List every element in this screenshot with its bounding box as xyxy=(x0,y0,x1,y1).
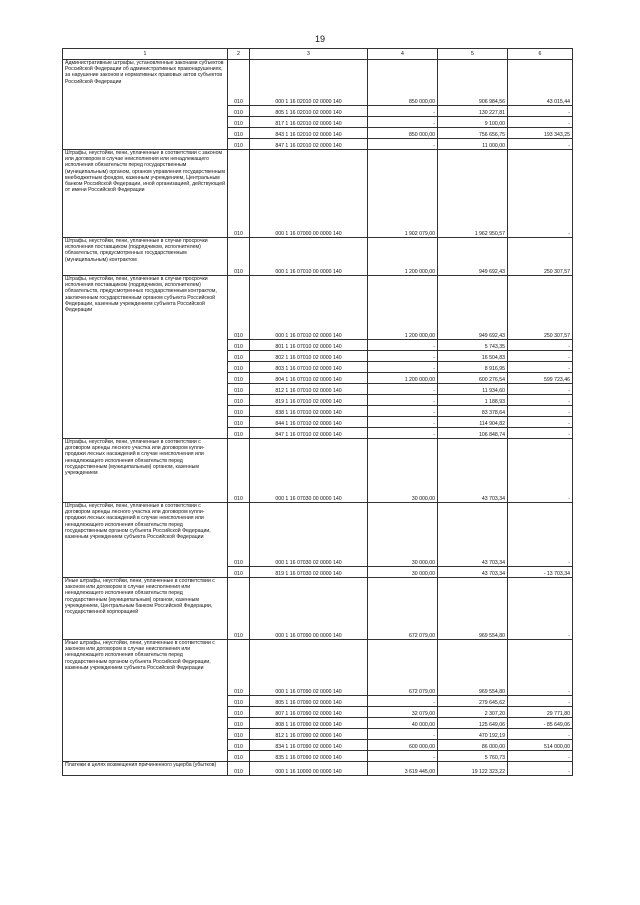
row-unexecuted-amount: - xyxy=(508,340,573,351)
row-classification-code: 000 1 16 02010 02 0000 140 xyxy=(250,60,368,106)
header-cell-3: 3 xyxy=(250,49,368,60)
row-executed-amount: 470 192,19 xyxy=(438,729,508,740)
row-unexecuted-amount: - xyxy=(508,395,573,406)
row-executed-amount: 949 692,43 xyxy=(438,238,508,276)
row-executed-amount: 106 848,74 xyxy=(438,428,508,439)
row-approved-amount: 1 200 000,00 xyxy=(368,276,438,340)
row-description: Штрафы, неустойки, пени, уплаченные в случае просрочки исполнения поставщиком (подрядчиком, исполнителем) обязательств, предусмотренных государственным контрактом, заключенным государственным органом субъекта Российской Федерации, казенным учреждением субъекта Российской Федерации xyxy=(63,276,228,439)
row-unexecuted-amount: - 85 649,06 xyxy=(508,718,573,729)
row-approved-amount: - xyxy=(368,751,438,762)
header-cell-6: 6 xyxy=(508,49,573,60)
row-approved-amount: 30 000,00 xyxy=(368,567,438,578)
table-row xyxy=(63,238,573,276)
row-line-code: 010 xyxy=(228,362,250,373)
row-classification-code: 817 1 16 02010 02 0000 140 xyxy=(250,117,368,128)
row-classification-code: 835 1 16 07090 02 0000 140 xyxy=(250,751,368,762)
row-description: Платежи в целях возмещения причиненного ущерба (убытков) xyxy=(63,762,228,776)
row-unexecuted-amount: - xyxy=(508,729,573,740)
row-line-code: 010 xyxy=(228,718,250,729)
header-cell-4: 4 xyxy=(368,49,438,60)
row-unexecuted-amount: - xyxy=(508,417,573,428)
row-executed-amount: 43 703,34 xyxy=(438,567,508,578)
row-executed-amount: 43 703,34 xyxy=(438,439,508,503)
row-unexecuted-amount: 193 343,25 xyxy=(508,128,573,139)
row-classification-code: 805 1 16 02010 02 0000 140 xyxy=(250,106,368,117)
row-executed-amount: 86 000,00 xyxy=(438,740,508,751)
row-unexecuted-amount: - xyxy=(508,428,573,439)
row-approved-amount: 30 000,00 xyxy=(368,503,438,567)
row-approved-amount: - xyxy=(368,340,438,351)
row-approved-amount: - xyxy=(368,384,438,395)
header-row xyxy=(63,49,573,60)
row-executed-amount: 130 227,81 xyxy=(438,106,508,117)
row-executed-amount: 16 504,83 xyxy=(438,351,508,362)
row-line-code: 010 xyxy=(228,503,250,567)
row-approved-amount: 32 079,00 xyxy=(368,707,438,718)
row-executed-amount: 8 916,95 xyxy=(438,362,508,373)
row-classification-code: 808 1 16 07090 02 0000 140 xyxy=(250,718,368,729)
row-classification-code: 847 1 16 07010 02 0000 140 xyxy=(250,428,368,439)
row-executed-amount: 11 000,00 xyxy=(438,139,508,150)
row-executed-amount: 125 649,06 xyxy=(438,718,508,729)
row-unexecuted-amount: - xyxy=(508,503,573,567)
table-row xyxy=(63,60,573,106)
row-approved-amount: 672 079,00 xyxy=(368,578,438,640)
row-approved-amount: - xyxy=(368,139,438,150)
row-unexecuted-amount: 250 307,57 xyxy=(508,276,573,340)
row-unexecuted-amount: 514 000,00 xyxy=(508,740,573,751)
row-classification-code: 812 1 16 07090 02 0000 140 xyxy=(250,729,368,740)
row-approved-amount: - xyxy=(368,362,438,373)
row-line-code: 010 xyxy=(228,340,250,351)
row-description: Штрафы, неустойки, пени, уплаченные в соответствии с законом или договором в случае неисполнения или ненадлежащего исполнения обязательств перед государственным (муниципальным) органом, органом управления государственным внебюджетным фондом, казенным учреждением, Центральным банком Российской Федерации, иной организацией, действующей от имени Российской Федерации xyxy=(63,150,228,238)
row-classification-code: 847 1 16 02010 02 0000 140 xyxy=(250,139,368,150)
row-description: Административные штрафы, установленные законами субъектов Российской Федерации об административных правонарушениях, за нарушение законов и нормативных правовых актов субъектов Российской Федерации xyxy=(63,60,228,150)
table-row xyxy=(63,503,573,567)
row-executed-amount: 2 307,20 xyxy=(438,707,508,718)
row-classification-code: 000 1 16 07010 02 0000 140 xyxy=(250,276,368,340)
row-line-code: 010 xyxy=(228,640,250,696)
row-unexecuted-amount: - xyxy=(508,640,573,696)
page-number: 19 xyxy=(314,34,325,44)
row-executed-amount: 19 122 323,22 xyxy=(438,762,508,776)
row-approved-amount: 1 902 079,00 xyxy=(368,150,438,238)
row-classification-code: 000 1 16 07030 00 0000 140 xyxy=(250,439,368,503)
row-approved-amount: 40 000,00 xyxy=(368,718,438,729)
row-line-code: 010 xyxy=(228,373,250,384)
row-unexecuted-amount: - 13 703,34 xyxy=(508,567,573,578)
row-classification-code: 000 1 16 10000 00 0000 140 xyxy=(250,762,368,776)
row-approved-amount: 30 000,00 xyxy=(368,439,438,503)
row-executed-amount: 949 692,43 xyxy=(438,276,508,340)
row-classification-code: 843 1 16 02010 02 0000 140 xyxy=(250,128,368,139)
row-classification-code: 000 1 16 07090 02 0000 140 xyxy=(250,640,368,696)
row-line-code: 010 xyxy=(228,150,250,238)
row-line-code: 010 xyxy=(228,139,250,150)
row-line-code: 010 xyxy=(228,762,250,776)
row-executed-amount: 9 100,00 xyxy=(438,117,508,128)
header-cell-2: 2 xyxy=(228,49,250,60)
row-classification-code: 844 1 16 07010 02 0000 140 xyxy=(250,417,368,428)
row-classification-code: 805 1 16 07090 02 0000 140 xyxy=(250,696,368,707)
row-description: Штрафы, неустойки, пени, уплаченные в случае просрочки исполнения поставщиком (подрядчиком, исполнителем) обязательств, предусмотренных государственным (муниципальным) контрактом xyxy=(63,238,228,276)
row-line-code: 010 xyxy=(228,238,250,276)
row-unexecuted-amount: 29 771,80 xyxy=(508,707,573,718)
table-row xyxy=(63,762,573,776)
row-description: Иные штрафы, неустойки, пени, уплаченные в соответствии с законом или договором в случае неисполнения или ненадлежащего исполнения обязательств перед государственным органом субъекта Российской Федерации, казенным учреждением субъекта Российской Федерации xyxy=(63,640,228,762)
row-unexecuted-amount: - xyxy=(508,696,573,707)
row-approved-amount: - xyxy=(368,395,438,406)
row-executed-amount: 43 703,34 xyxy=(438,503,508,567)
row-line-code: 010 xyxy=(228,439,250,503)
row-unexecuted-amount: - xyxy=(508,106,573,117)
report-table xyxy=(62,48,573,776)
row-line-code: 010 xyxy=(228,276,250,340)
header-cell-5: 5 xyxy=(438,49,508,60)
row-executed-amount: 11 934,60 xyxy=(438,384,508,395)
row-line-code: 010 xyxy=(228,60,250,106)
row-line-code: 010 xyxy=(228,106,250,117)
row-line-code: 010 xyxy=(228,428,250,439)
row-unexecuted-amount: - xyxy=(508,150,573,238)
header-cell-1: 1 xyxy=(63,49,228,60)
row-unexecuted-amount: - xyxy=(508,117,573,128)
row-classification-code: 000 1 16 07010 00 0000 140 xyxy=(250,238,368,276)
row-unexecuted-amount: - xyxy=(508,439,573,503)
row-classification-code: 838 1 16 07010 02 0000 140 xyxy=(250,406,368,417)
row-approved-amount: 1 200 000,00 xyxy=(368,373,438,384)
row-line-code: 010 xyxy=(228,707,250,718)
row-line-code: 010 xyxy=(228,729,250,740)
row-classification-code: 804 1 16 07010 02 0000 140 xyxy=(250,373,368,384)
row-unexecuted-amount: - xyxy=(508,139,573,150)
row-unexecuted-amount: 43 015,44 xyxy=(508,60,573,106)
row-approved-amount: 600 000,00 xyxy=(368,740,438,751)
row-executed-amount: 114 904,82 xyxy=(438,417,508,428)
row-executed-amount: 969 554,80 xyxy=(438,578,508,640)
row-line-code: 010 xyxy=(228,117,250,128)
row-classification-code: 819 1 16 07010 02 0000 140 xyxy=(250,395,368,406)
table-row xyxy=(63,640,573,696)
row-unexecuted-amount: - xyxy=(508,406,573,417)
row-unexecuted-amount: - xyxy=(508,351,573,362)
row-line-code: 010 xyxy=(228,567,250,578)
row-line-code: 010 xyxy=(228,740,250,751)
row-classification-code: 819 1 16 07030 02 0000 140 xyxy=(250,567,368,578)
row-classification-code: 807 1 16 07090 02 0000 140 xyxy=(250,707,368,718)
row-line-code: 010 xyxy=(228,578,250,640)
row-line-code: 010 xyxy=(228,696,250,707)
row-unexecuted-amount: 599 723,46 xyxy=(508,373,573,384)
row-classification-code: 801 1 16 07010 02 0000 140 xyxy=(250,340,368,351)
table-row xyxy=(63,578,573,640)
row-approved-amount: - xyxy=(368,106,438,117)
row-line-code: 010 xyxy=(228,406,250,417)
row-line-code: 010 xyxy=(228,351,250,362)
row-approved-amount: 3 619 445,00 xyxy=(368,762,438,776)
row-classification-code: 803 1 16 07010 02 0000 140 xyxy=(250,362,368,373)
row-unexecuted-amount: - xyxy=(508,362,573,373)
row-classification-code: 802 1 16 07010 02 0000 140 xyxy=(250,351,368,362)
row-approved-amount: 850 000,00 xyxy=(368,60,438,106)
row-unexecuted-amount: - xyxy=(508,751,573,762)
row-description: Иные штрафы, неустойки, пени, уплаченные в соответствии с законом или договором в случае неисполнения или ненадлежащего исполнения обязательств перед государственным (муниципальным) органом, казенным учреждением, Центральным банком Российской Федерации, государственной корпорацией xyxy=(63,578,228,640)
row-approved-amount: 1 200 000,00 xyxy=(368,238,438,276)
table-row xyxy=(63,439,573,503)
row-executed-amount: 5 760,73 xyxy=(438,751,508,762)
row-unexecuted-amount: - xyxy=(508,762,573,776)
row-executed-amount: 1 188,93 xyxy=(438,395,508,406)
row-classification-code: 834 1 16 07090 02 0000 140 xyxy=(250,740,368,751)
row-approved-amount: - xyxy=(368,696,438,707)
row-line-code: 010 xyxy=(228,751,250,762)
row-approved-amount: - xyxy=(368,417,438,428)
row-executed-amount: 5 743,35 xyxy=(438,340,508,351)
row-description: Штрафы, неустойки, пени, уплаченные в соответствии с договором аренды лесного участка или договором купли-продажи лесных насаждений в случае неисполнения или ненадлежащего исполнения обязательств перед государственным (муниципальным) органом, казенным учреждением xyxy=(63,439,228,503)
row-classification-code: 000 1 16 07090 00 0000 140 xyxy=(250,578,368,640)
row-line-code: 010 xyxy=(228,384,250,395)
row-executed-amount: 969 554,80 xyxy=(438,640,508,696)
row-executed-amount: 906 984,56 xyxy=(438,60,508,106)
row-approved-amount: 850 000,00 xyxy=(368,128,438,139)
row-executed-amount: 1 962 950,57 xyxy=(438,150,508,238)
row-unexecuted-amount: - xyxy=(508,384,573,395)
table-row xyxy=(63,150,573,238)
table-row xyxy=(63,276,573,340)
row-approved-amount: - xyxy=(368,428,438,439)
row-executed-amount: 756 656,75 xyxy=(438,128,508,139)
row-line-code: 010 xyxy=(228,395,250,406)
row-classification-code: 812 1 16 07010 02 0000 140 xyxy=(250,384,368,395)
row-classification-code: 000 1 16 07000 00 0000 140 xyxy=(250,150,368,238)
row-executed-amount: 83 378,64 xyxy=(438,406,508,417)
row-executed-amount: 279 645,62 xyxy=(438,696,508,707)
row-approved-amount: - xyxy=(368,406,438,417)
row-line-code: 010 xyxy=(228,417,250,428)
row-unexecuted-amount: - xyxy=(508,578,573,640)
row-unexecuted-amount: 250 307,57 xyxy=(508,238,573,276)
row-description: Штрафы, неустойки, пени, уплаченные в соответствии с договором аренды лесного участка или договором купли-продажи лесных насаждений в случае неисполнения или ненадлежащего исполнения обязательств перед государственным органом субъекта Российской Федерации, казенным учреждением субъекта Российской Федерации xyxy=(63,503,228,578)
row-approved-amount: 672 079,00 xyxy=(368,640,438,696)
row-line-code: 010 xyxy=(228,128,250,139)
row-executed-amount: 600 276,54 xyxy=(438,373,508,384)
row-approved-amount: - xyxy=(368,117,438,128)
row-approved-amount: - xyxy=(368,351,438,362)
row-approved-amount: - xyxy=(368,729,438,740)
row-classification-code: 000 1 16 07030 02 0000 140 xyxy=(250,503,368,567)
